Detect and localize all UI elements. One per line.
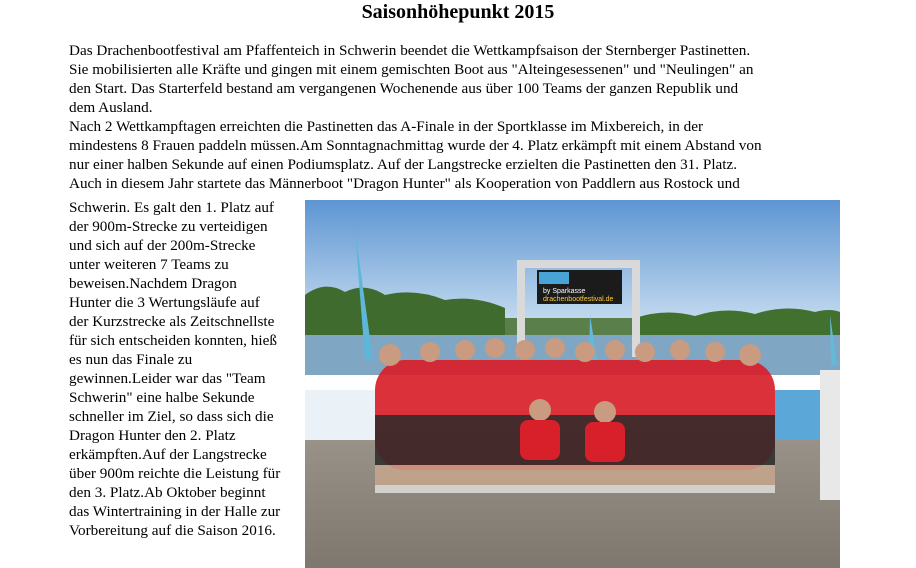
paragraph-line: den Start. Das Starterfeld bestand am vergangenen Wochenende aus über 100 Teams der ganzen Republik und — [69, 80, 739, 97]
team-photo — [305, 200, 840, 568]
paragraph-line: dem Ausland. — [69, 99, 153, 116]
paragraph-line: der Kurzstrecke als Zeitschnellste — [69, 313, 275, 330]
paragraph-line: Dragon Hunter den 2. Platz — [69, 427, 236, 444]
paragraph-line: mindestens 8 Frauen paddeln müssen.Am Sonntagnachmittag wurde der 4. Platz erkämpft mit einem Abstand von — [69, 137, 762, 154]
paragraph-line: es nun das Finale zu — [69, 351, 193, 368]
paragraph-line: das Wintertraining in der Halle zur — [69, 503, 281, 520]
paragraph-line: Das Drachenbootfestival am Pfaffenteich in Schwerin beendet die Wettkampfsaison der Sternberger Pastinetten. — [69, 42, 751, 59]
paragraph-line: Nach 2 Wettkampftagen erreichten die Pastinetten das A-Finale in der Sportklasse im Mixbereich, in der — [69, 118, 704, 135]
paragraph-line: beweisen.Nachdem Dragon — [69, 275, 237, 292]
paragraph-line: über 900m reichte die Leistung für — [69, 465, 281, 482]
paragraph-line: schneller im Ziel, so dass sich die — [69, 408, 274, 425]
paragraph-line: den 3. Platz.Ab Oktober beginnt — [69, 484, 266, 501]
paragraph-line: Auch in diesem Jahr startete das Männerboot "Dragon Hunter" als Kooperation von Paddlern aus Rostock und — [69, 175, 740, 192]
paragraph-line: und sich auf der 200m-Strecke — [69, 237, 256, 254]
paragraph-line: nur einer halben Sekunde auf einen Podiumsplatz. Auf der Langstrecke erzielten die Pastinetten den 31. Platz. — [69, 156, 738, 173]
banner-text: drachenbootfestival.de — [543, 296, 614, 303]
paragraph-line: erkämpften.Auf der Langstrecke — [69, 446, 267, 463]
page-title: Saisonhöhepunkt 2015 — [361, 1, 555, 23]
paragraph-line: Hunter die 3 Wertungsläufe auf — [69, 294, 260, 311]
paragraph-line: für sich entscheiden konnten, hieß — [69, 332, 277, 349]
paragraph-line: Sie mobilisierten alle Kräfte und gingen mit einem gemischten Boot aus "Alteingesessenen" und "Neulingen" an — [69, 61, 754, 78]
paragraph-line: Schwerin" eine halbe Sekunde — [69, 389, 255, 406]
article-body-top — [69, 41, 849, 193]
banner-label: by Sparkasse — [543, 288, 586, 295]
team-group — [375, 338, 775, 493]
article-body-side — [69, 198, 305, 540]
paragraph-line: Schwerin. Es galt den 1. Platz auf — [69, 199, 274, 216]
paragraph-line: gewinnen.Leider war das "Team — [69, 370, 266, 387]
paragraph-line: unter weiteren 7 Teams zu — [69, 256, 229, 273]
paragraph-line: Vorbereitung auf die Saison 2016. — [69, 522, 276, 539]
paragraph-line: der 900m-Strecke zu verteidigen — [69, 218, 268, 235]
